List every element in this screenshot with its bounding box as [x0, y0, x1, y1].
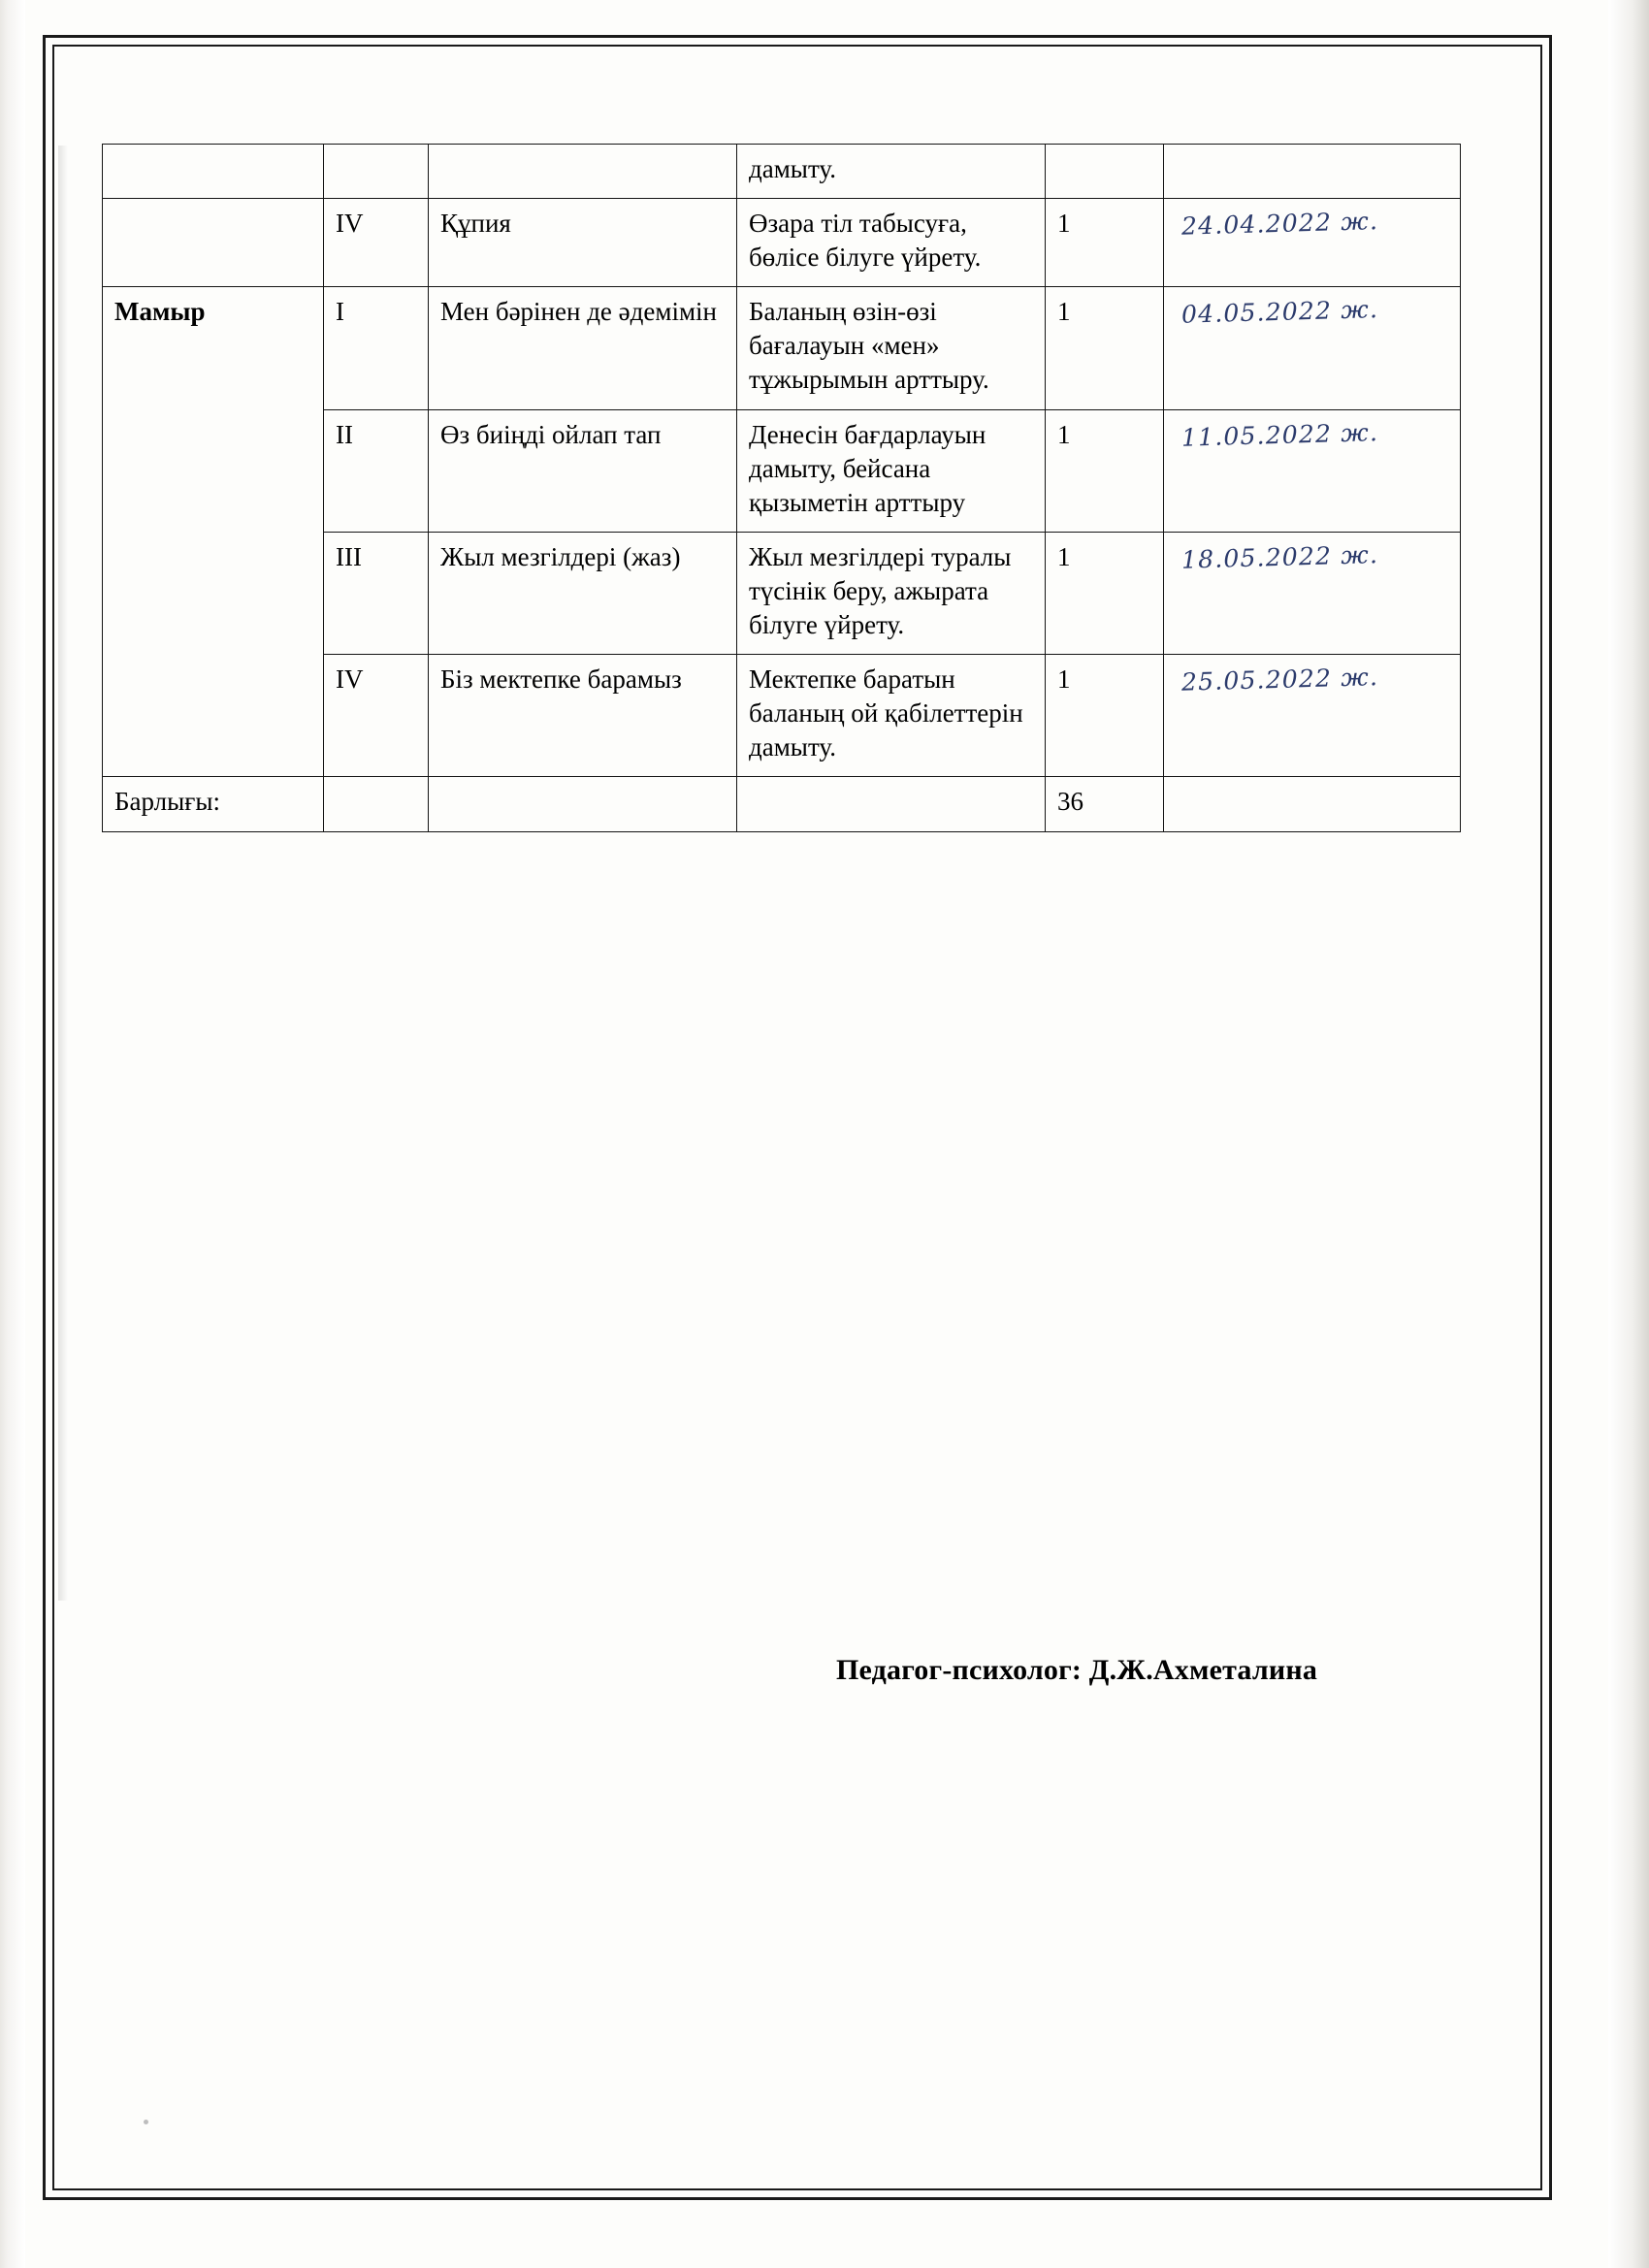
- cell-quantity: 1: [1046, 655, 1164, 777]
- cell-goal: Мектепке баратын баланың ой қабілеттерін дамыту.: [737, 655, 1046, 777]
- cell-quantity: 1: [1046, 199, 1164, 287]
- cell-month: [103, 145, 324, 199]
- cell-date: [1164, 409, 1461, 532]
- cell-date: [1164, 655, 1461, 777]
- signature-line: Педагог-психолог: Д.Ж.Ахметалина: [836, 1654, 1318, 1686]
- cell-goal: дамыту.: [737, 145, 1046, 199]
- cell-topic: Біз мектепке барамыз: [429, 655, 737, 777]
- cell-week: [324, 145, 429, 199]
- total-week-empty: [324, 777, 429, 831]
- cell-goal: Денесін бағдарлауын дамыту, бейсана қызыметін арттыру: [737, 409, 1046, 532]
- page-left-edge-shading: [0, 0, 25, 2268]
- cell-week: IV: [324, 655, 429, 777]
- table-row: [103, 287, 1461, 409]
- cell-month: Мамыр: [103, 287, 324, 777]
- cell-week: II: [324, 409, 429, 532]
- page-right-edge-shading: [1608, 0, 1649, 2268]
- cell-quantity: 1: [1046, 287, 1164, 409]
- cell-topic: [429, 145, 737, 199]
- cell-topic: Мен бәрінен де әдемімін: [429, 287, 737, 409]
- cell-goal: Өзара тіл табысуға, бөлісе білуге үйрету.: [737, 199, 1046, 287]
- handwritten-date: 18.05.2022 ж.: [1180, 539, 1379, 574]
- handwritten-date: 11.05.2022 ж.: [1180, 417, 1379, 452]
- plan-table: [102, 144, 1461, 832]
- table-row: [103, 199, 1461, 287]
- cell-week: III: [324, 532, 429, 654]
- cell-topic: Өз биіңді ойлап тап: [429, 409, 737, 532]
- plan-table-container: [102, 144, 1460, 832]
- cell-goal: Баланың өзін-өзі бағалауын «мен» тұжырымын арттыру.: [737, 287, 1046, 409]
- total-date-empty: [1164, 777, 1461, 831]
- cell-topic: Жыл мезгілдері (жаз): [429, 532, 737, 654]
- binding-shadow: [58, 146, 68, 1601]
- cell-quantity: 1: [1046, 532, 1164, 654]
- cell-goal: Жыл мезгілдері туралы түсінік беру, ажырата білуге үйрету.: [737, 532, 1046, 654]
- cell-date: [1164, 145, 1461, 199]
- total-label: Барлығы:: [103, 777, 324, 831]
- cell-date: [1164, 199, 1461, 287]
- cell-month: [103, 199, 324, 287]
- cell-week: I: [324, 287, 429, 409]
- scan-speck: [144, 2120, 148, 2124]
- cell-quantity: [1046, 145, 1164, 199]
- total-topic-empty: [429, 777, 737, 831]
- handwritten-date: 04.05.2022 ж.: [1180, 295, 1379, 330]
- cell-date: [1164, 532, 1461, 654]
- total-quantity: 36: [1046, 777, 1164, 831]
- table-total-row: [103, 777, 1461, 831]
- total-goal-empty: [737, 777, 1046, 831]
- cell-quantity: 1: [1046, 409, 1164, 532]
- cell-topic: Құпия: [429, 199, 737, 287]
- handwritten-date: 25.05.2022 ж.: [1180, 663, 1379, 697]
- handwritten-date: 24.04.2022 ж.: [1180, 207, 1379, 241]
- table-row: [103, 145, 1461, 199]
- cell-date: [1164, 287, 1461, 409]
- cell-week: IV: [324, 199, 429, 287]
